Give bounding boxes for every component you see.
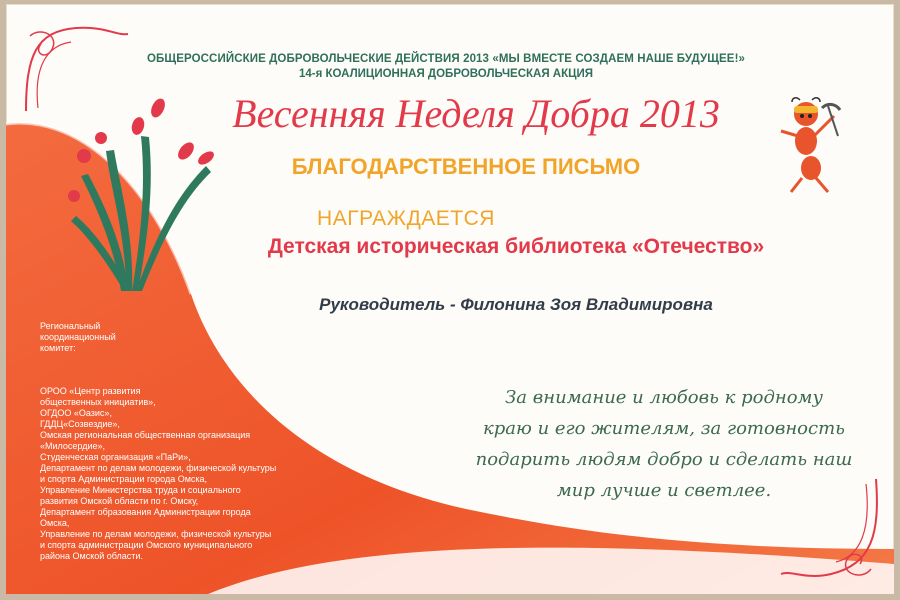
awarded-label: НАГРАЖДАЕТСЯ <box>317 207 495 230</box>
committee-member: района Омской области. <box>40 551 143 561</box>
committee-title-line: координационный <box>40 332 116 342</box>
committee-member: Омска, <box>40 518 70 528</box>
committee-title <box>40 321 170 354</box>
header-line-2: 14-я КОАЛИЦИОННАЯ ДОБРОВОЛЬЧЕСКАЯ АКЦИЯ <box>298 68 594 80</box>
ant-volunteer-icon <box>776 96 846 196</box>
committee-members-list <box>40 386 340 562</box>
gratitude-line: краю и его жителям, за готовность <box>483 418 845 439</box>
leader-line: Руководитель - Филонина Зоя Владимировна <box>319 295 713 314</box>
committee-member: ОГДОО «Оазис», <box>40 408 112 418</box>
gratitude-text <box>444 382 884 506</box>
committee-member: развития Омской области по г. Омску, <box>40 496 199 506</box>
committee-member: Департамент образования Администрации города <box>40 507 251 517</box>
gratitude-line: За внимание и любовь к родному <box>505 387 823 408</box>
gratitude-line: мир лучше и светлее. <box>556 480 772 501</box>
committee-member: Департамент по делам молодежи, физической культуры <box>40 463 277 473</box>
committee-member: ОРОО «Центр развития <box>40 386 141 396</box>
committee-member: общественных инициатив», <box>40 397 156 407</box>
committee-member: и спорта администрации Омского муниципального <box>40 540 253 550</box>
letter-heading: БЛАГОДАРСТВЕННОЕ ПИСЬМО <box>291 154 641 179</box>
certificate-sheet <box>6 4 894 594</box>
committee-member: Управление Министерства труда и социального <box>40 485 241 495</box>
recipient-name: Детская историческая библиотека «Отечество» <box>267 235 765 258</box>
header-line-1: ОБЩЕРОССИЙСКИЕ ДОБРОВОЛЬЧЕСКИЕ ДЕЙСТВИЯ 2013 «МЫ ВМЕСТЕ СОЗДАЕМ НАШЕ БУДУЩЕЕ!» <box>146 53 746 65</box>
page-title: Весенняя Неделя Добра 2013 <box>232 91 720 136</box>
committee-title-line: комитет: <box>40 343 76 353</box>
committee-member: Омская региональная общественная организация <box>40 430 251 440</box>
committee-member: Студенческая организация «ПаРи», <box>40 452 191 462</box>
gratitude-line: подарить людям добро и сделать наш <box>475 449 853 470</box>
committee-member: «Милосердие», <box>40 441 105 451</box>
committee-title-line: Региональный <box>40 321 101 331</box>
committee-member: ГДДЦ«Созвездие», <box>40 419 120 429</box>
committee-member: и спорта Администрации города Омска, <box>40 474 208 484</box>
committee-member: Управление по делам молодежи, физической культуры <box>40 529 272 539</box>
